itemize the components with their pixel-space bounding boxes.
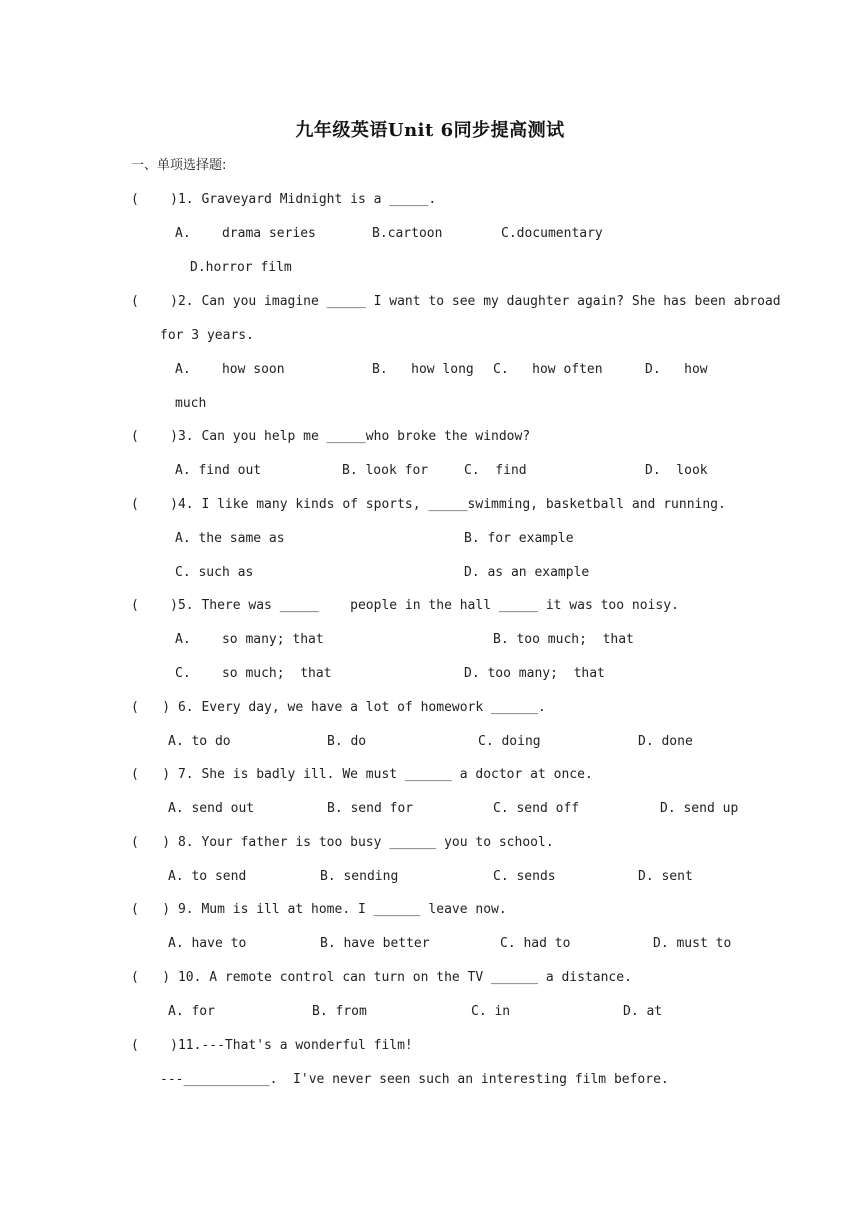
question-2-option-d: D. how: [645, 362, 708, 377]
question-11-response: ---___________. I've never seen such an interesting film before.: [160, 1072, 669, 1087]
question-5-option-a: A. so many; that: [175, 632, 324, 647]
question-4-option-b: B. for example: [464, 531, 574, 546]
question-1-option-c: C.documentary: [501, 226, 603, 241]
question-8-option-a: A. to send: [168, 869, 247, 884]
question-1-option-a: A. drama series: [175, 226, 316, 241]
question-8-option-c: C. sends: [493, 869, 556, 884]
question-6-option-b: B. do: [327, 734, 367, 749]
question-3-option-c: C. find: [464, 463, 527, 478]
question-8-stem: ( ) 8. Your father is too busy ______ you to school.: [131, 835, 554, 850]
question-8-option-d: D. sent: [638, 869, 693, 884]
question-7-option-b: B. send for: [327, 801, 414, 816]
question-9-option-b: B. have better: [320, 936, 430, 951]
question-3-option-b: B. look for: [342, 463, 429, 478]
question-6-option-a: A. to do: [168, 734, 231, 749]
question-2-option-b: B. how long: [372, 362, 474, 377]
section-heading: 一、单项选择题:: [131, 158, 227, 173]
question-10-option-c: C. in: [471, 1004, 511, 1019]
question-5-option-b: B. too much; that: [493, 632, 634, 647]
question-7-stem: ( ) 7. She is badly ill. We must ______ a doctor at once.: [131, 767, 593, 782]
question-2-option-d-continued: much: [175, 396, 207, 411]
question-8-option-b: B. sending: [320, 869, 399, 884]
page-title: 九年级英语Unit 6同步提高测试: [295, 120, 565, 141]
question-9-option-d: D. must to: [653, 936, 732, 951]
question-10-option-d: D. at: [623, 1004, 663, 1019]
question-2-option-a: A. how soon: [175, 362, 285, 377]
question-10-option-a: A. for: [168, 1004, 215, 1019]
question-3-option-a: A. find out: [175, 463, 262, 478]
question-6-stem: ( ) 6. Every day, we have a lot of homework ______.: [131, 700, 546, 715]
question-1-option-b: B.cartoon: [372, 226, 443, 241]
question-3-option-d: D. look: [645, 463, 708, 478]
question-7-option-d: D. send up: [660, 801, 739, 816]
question-1-stem: ( )1. Graveyard Midnight is a _____.: [131, 192, 437, 207]
question-7-option-a: A. send out: [168, 801, 255, 816]
question-7-option-c: C. send off: [493, 801, 580, 816]
question-4-option-d: D. as an example: [464, 565, 590, 580]
question-4-stem: ( )4. I like many kinds of sports, _____swimming, basketball and running.: [131, 497, 726, 512]
question-10-stem: ( ) 10. A remote control can turn on the TV ______ a distance.: [131, 970, 632, 985]
question-2-stem-continued: for 3 years.: [160, 328, 254, 343]
question-4-option-c: C. such as: [175, 565, 254, 580]
question-5-option-d: D. too many; that: [464, 666, 605, 681]
question-4-option-a: A. the same as: [175, 531, 285, 546]
question-3-stem: ( )3. Can you help me _____who broke the window?: [131, 429, 531, 444]
question-11-stem: ( )11.---That's a wonderful film!: [131, 1038, 413, 1053]
question-1-option-d: D.horror film: [190, 260, 292, 275]
question-2-stem: ( )2. Can you imagine _____ I want to see my daughter again? She has been abroad: [131, 294, 781, 309]
question-2-option-c: C. how often: [493, 362, 603, 377]
question-9-option-a: A. have to: [168, 936, 247, 951]
question-6-option-c: C. doing: [478, 734, 541, 749]
question-9-option-c: C. had to: [500, 936, 571, 951]
question-9-stem: ( ) 9. Mum is ill at home. I ______ leave now.: [131, 902, 507, 917]
question-5-stem: ( )5. There was _____ people in the hall _____ it was too noisy.: [131, 598, 679, 613]
question-10-option-b: B. from: [312, 1004, 367, 1019]
question-5-option-c: C. so much; that: [175, 666, 332, 681]
question-6-option-d: D. done: [638, 734, 693, 749]
